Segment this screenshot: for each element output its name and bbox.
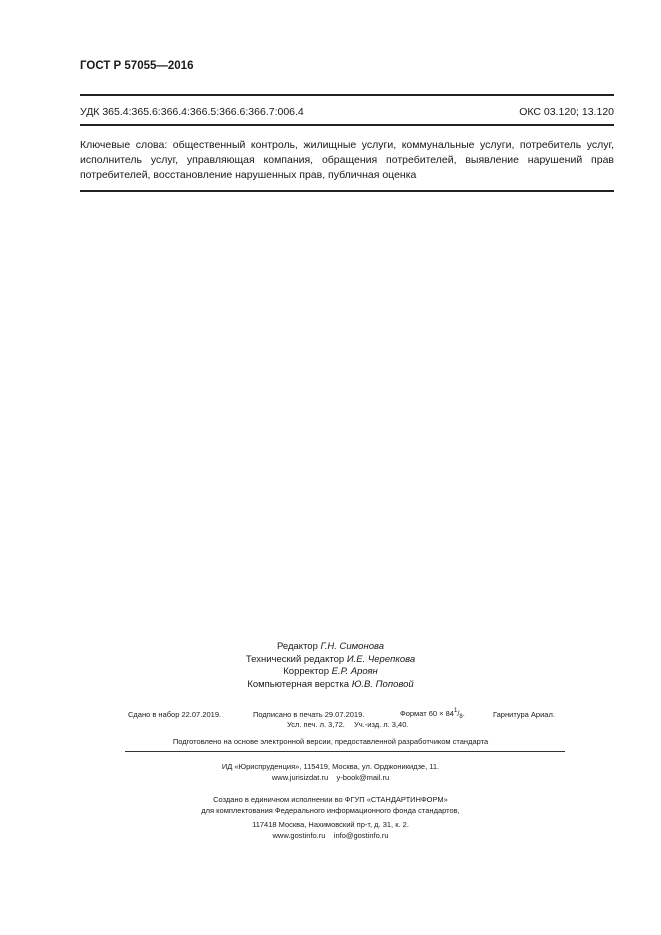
format-suffix: .	[462, 709, 465, 718]
credit-role: Редактор	[276, 641, 318, 652]
publisher-address: ИД «Юриспруденция», 115419, Москва, ул. Орджоникидзе, 11.	[221, 762, 440, 771]
producer-site: www.gostinfo.ru	[272, 831, 326, 840]
credit-name: Ю.В. Поповой	[351, 678, 414, 690]
oks-code: ОКС 03.120; 13.120	[519, 106, 614, 118]
producer-email: info@gostinfo.ru	[333, 831, 389, 840]
producer-line-2: для комплектования Федерального информационного фонда стандартов,	[201, 806, 460, 815]
credit-name: Г.Н. Симонова	[320, 641, 385, 652]
bottom-divider	[80, 190, 614, 192]
publisher-email: y-book@mail.ru	[336, 773, 390, 782]
credit-layout	[0, 679, 661, 692]
credit-role: Компьютерная верстка	[247, 678, 350, 690]
signed-date: Подписано в печать 29.07.2019.	[253, 710, 365, 719]
print-sheets: Усл. печ. л. 3,72.	[287, 720, 345, 729]
keywords-text: Ключевые слова: общественный контроль, жилищные услуги, коммунальные услуги, потребитель услуг, исполнитель услуг, управляющая компания, обращения потребителей, выявление нарушений прав потребителей, восстановление нарушенных прав, публичная оценка	[80, 139, 614, 181]
middle-divider	[80, 124, 614, 126]
producer-address: 117418 Москва, Нахимовский пр-т, д. 31, к. 2.	[252, 820, 409, 829]
top-divider	[80, 94, 614, 96]
prepared-note: Подготовлено на основе электронной версии, предоставленной разработчиком стандарта	[172, 737, 489, 746]
credit-role: Корректор	[283, 666, 329, 677]
publisher-contacts	[0, 773, 661, 782]
typeface-note: Гарнитура Ариал.	[493, 710, 555, 719]
credit-editor	[0, 641, 661, 654]
keywords-block	[80, 138, 614, 183]
format-prefix: Формат 60 × 84	[400, 709, 454, 718]
credit-corrector	[0, 666, 661, 679]
format-numerator: 1	[453, 708, 458, 714]
producer-line-1: Создано в единичном исполнении во ФГУП «СТАНДАРТИНФОРМ»	[213, 795, 448, 804]
standard-id: ГОСТ Р 57055—2016	[80, 60, 194, 72]
udk-code: УДК 365.4:365.6:366.4:366.5:366.6:366.7:006.4	[80, 106, 304, 118]
credit-name: И.Е. Черепкова	[346, 653, 416, 665]
credit-role: Технический редактор	[245, 653, 345, 665]
credit-name: Е.Р. Ароян	[331, 666, 378, 677]
submitted-date: Сдано в набор 22.07.2019.	[128, 710, 222, 719]
credit-tech-editor	[0, 654, 661, 667]
imprint-divider	[125, 751, 565, 752]
paper-format: Формат $60 \times 84^1/_8$.	[400, 708, 465, 720]
format-denominator: 8	[459, 714, 463, 720]
publisher-site: www.jurisizdat.ru	[271, 773, 329, 782]
edit-sheets: Уч.-изд. л. 3,40.	[354, 720, 409, 729]
producer-contacts	[0, 831, 661, 840]
credits-block	[0, 641, 661, 691]
